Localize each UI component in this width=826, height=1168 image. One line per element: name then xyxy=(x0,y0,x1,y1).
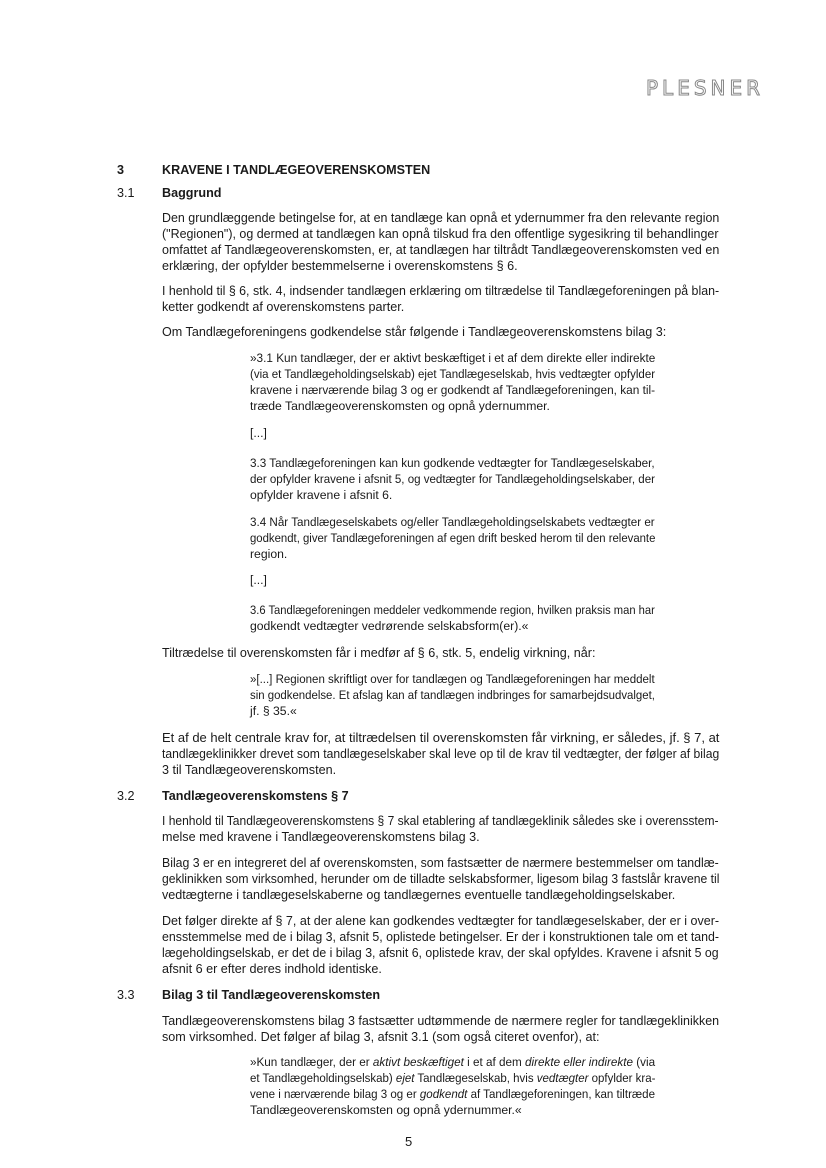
text-line: afsnit 6 er efter deres indhold identiske. xyxy=(162,962,382,976)
page-number: 5 xyxy=(405,1134,413,1149)
text-line: [...] xyxy=(250,426,267,440)
block-quote xyxy=(250,350,655,414)
text-line: Et af de helt centrale krav for, at tiltrædelsen til overenskomsten får virkning, er således, jf. § 7, at xyxy=(162,731,720,745)
text-line: lægeholdingselskab, er det de i bilag 3, afsnit 6, oplistede krav, der skal opfyldes. Kravene i afsnit 5 og xyxy=(162,946,719,960)
quote-line xyxy=(250,1070,655,1086)
text-line: godkendt, giver Tandlægeforeningen af egen drift besked herom til den relevante xyxy=(250,531,656,545)
text-line: melse med kravene i Tandlægeoverenskomstens bilag 3. xyxy=(162,830,480,844)
text-line: Den grundlæggende betingelse for, at en tandlæge kan opnå et ydernummer fra den relevante region xyxy=(162,211,720,225)
text-line: kravene i nærværende bilag 3 og er godkendt af Tandlægeforeningen, kan til- xyxy=(250,383,656,397)
block-quote xyxy=(250,602,655,634)
text-line: vedtægterne i tandlægeselskaberne og tandlægernes eventuelle tandlægeholdingselskaber. xyxy=(162,888,676,902)
text: i et af dem xyxy=(463,1055,526,1069)
block-quote xyxy=(250,572,655,588)
text: et Tandlægeholdingselskab) xyxy=(250,1071,396,1085)
text-line: omfattet af Tandlægeoverenskomsten, er, at tandlægen har tiltrådt Tandlægeoverenskomsten ved en xyxy=(162,243,720,257)
block-quote xyxy=(250,671,655,719)
plesner-logo: PLESNER xyxy=(646,76,765,100)
paragraph xyxy=(162,730,719,778)
block-quote xyxy=(250,455,655,503)
text-line: som virksomhed. Det følger af bilag 3, afsnit 3.1 (som også citeret ovenfor), at: xyxy=(162,1030,600,1044)
final-quote xyxy=(250,1054,655,1118)
italic-text: ejet xyxy=(395,1071,415,1085)
paragraph xyxy=(162,210,719,274)
quote-line xyxy=(250,1054,655,1070)
text: »Kun tandlæger, der er xyxy=(250,1055,373,1069)
text-line: jf. § 35.« xyxy=(250,704,297,718)
text-line: 3.3 Tandlægeforeningen kan kun godkende vedtægter for Tandlægeselskaber, xyxy=(250,456,655,470)
heading-number: 3.2 xyxy=(117,789,135,803)
text-line: ensstemmelse med de i bilag 3, afsnit 5, oplistede betingelser. Er der i konstruktionen tale om et tand- xyxy=(162,930,720,944)
text: opfylder kra- xyxy=(588,1071,656,1085)
block-quote xyxy=(250,425,655,441)
paragraph xyxy=(162,645,719,661)
italic-text: direkte eller indirekte xyxy=(525,1055,633,1069)
section-title: KRAVENE I TANDLÆGEOVERENSKOMSTEN xyxy=(162,163,431,177)
text-line: 3.4 Når Tandlægeselskabets og/eller Tandlægeholdingselskabets vedtægter er xyxy=(250,515,655,529)
text-line: region. xyxy=(250,547,288,561)
text-line: I henhold til Tandlægeoverenskomstens § 7 skal etablering af tandlægeklinik således ske i overensstem- xyxy=(162,814,719,828)
quote-line xyxy=(250,1086,655,1102)
text-line: [...] xyxy=(250,573,267,587)
text-line: I henhold til § 6, stk. 4, indsender tandlægen erklæring om tiltrædelse til Tandlægeforeningen på blan- xyxy=(162,284,720,298)
text-line: Tandlægeoverenskomstens bilag 3 fastsætter udtømmende de nærmere regler for tandlægeklinikken xyxy=(162,1014,720,1028)
heading-title: Baggrund xyxy=(162,186,222,200)
section-number: 3 xyxy=(117,163,125,177)
paragraph xyxy=(162,324,719,340)
text-line: ketter godkendt af overenskomstens parter. xyxy=(162,300,405,314)
italic-text: vedtægter xyxy=(536,1071,589,1085)
text: af Tandlægeforeningen, kan tiltræde xyxy=(467,1087,655,1101)
text-line: Det følger direkte af § 7, at der alene kan godkendes vedtægter for tandlægeselskaber, der er i over- xyxy=(162,914,720,928)
quote-line: Tandlægeoverenskomsten og opnå ydernummer.« xyxy=(250,1103,522,1117)
paragraph xyxy=(162,1013,719,1045)
text-line: »[...] Regionen skriftligt over for tandlægen og Tandlægeforeningen har meddelt xyxy=(250,672,655,686)
text-line: træde Tandlægeoverenskomsten og opnå ydernummer. xyxy=(250,399,550,413)
text-line: tandlægeklinikker drevet som tandlægeselskaber skal leve op til de krav til vedtægter, der følger af bilag xyxy=(162,747,720,761)
text-line: erklæring, der opfylder bestemmelserne i overenskomstens § 6. xyxy=(162,259,518,273)
text-line: ("Regionen"), og dermed at tandlægen kan opnå tilskud fra den offentlige sygesikring til behandlinger xyxy=(162,227,719,241)
paragraph xyxy=(162,913,719,977)
paragraph xyxy=(162,855,719,903)
text-line: »3.1 Kun tandlæger, der er aktivt beskæftiget i et af dem direkte eller indirekte xyxy=(250,351,656,365)
heading-title: Tandlægeoverenskomstens § 7 xyxy=(162,789,349,803)
heading-title: Bilag 3 til Tandlægeoverenskomsten xyxy=(162,988,381,1002)
text-line: (via et Tandlægeholdingselskab) ejet Tandlægeselskab, hvis vedtægter opfylder xyxy=(250,367,656,381)
paragraph xyxy=(162,813,719,845)
paragraph xyxy=(162,283,719,315)
italic-text: aktivt beskæftiget xyxy=(372,1055,464,1069)
text-line: Tiltrædelse til overenskomsten får i medfør af § 6, stk. 5, endelig virkning, når: xyxy=(162,646,596,660)
text-line: sin godkendelse. Et afslag kan af tandlægen indbringes for samarbejdsudvalget, xyxy=(250,688,655,702)
text-line: godkendt vedtægter vedrørende selskabsform(er).« xyxy=(250,619,529,633)
text: (via xyxy=(632,1055,656,1069)
text-line: der opfylder kravene i afsnit 5, og vedtægter for Tandlægeholdingselskaber, der xyxy=(250,472,655,486)
text-line: Bilag 3 er en integreret del af overenskomsten, som fastsætter de nærmere bestemmelser om tandlæ- xyxy=(162,856,719,870)
text-line: Om Tandlægeforeningens godkendelse står følgende i Tandlægeoverenskomstens bilag 3: xyxy=(162,325,667,339)
text: Tandlægeselskab, hvis xyxy=(414,1071,537,1085)
italic-text: godkendt xyxy=(419,1087,468,1101)
text-line: geklinikken som virksomhed, herunder om de tilladte selskabsformer, ligesom bilag 3 fastslår kravene til xyxy=(162,872,720,886)
heading-number: 3.1 xyxy=(117,186,135,200)
text-line: opfylder kravene i afsnit 6. xyxy=(250,488,393,502)
block-quote xyxy=(250,514,655,562)
heading-number: 3.3 xyxy=(117,988,135,1002)
text: vene i nærværende bilag 3 og er xyxy=(250,1087,420,1101)
text-line: 3 til Tandlægeoverenskomsten. xyxy=(162,763,337,777)
text-line: 3.6 Tandlægeforeningen meddeler vedkommende region, hvilken praksis man har xyxy=(250,603,655,617)
